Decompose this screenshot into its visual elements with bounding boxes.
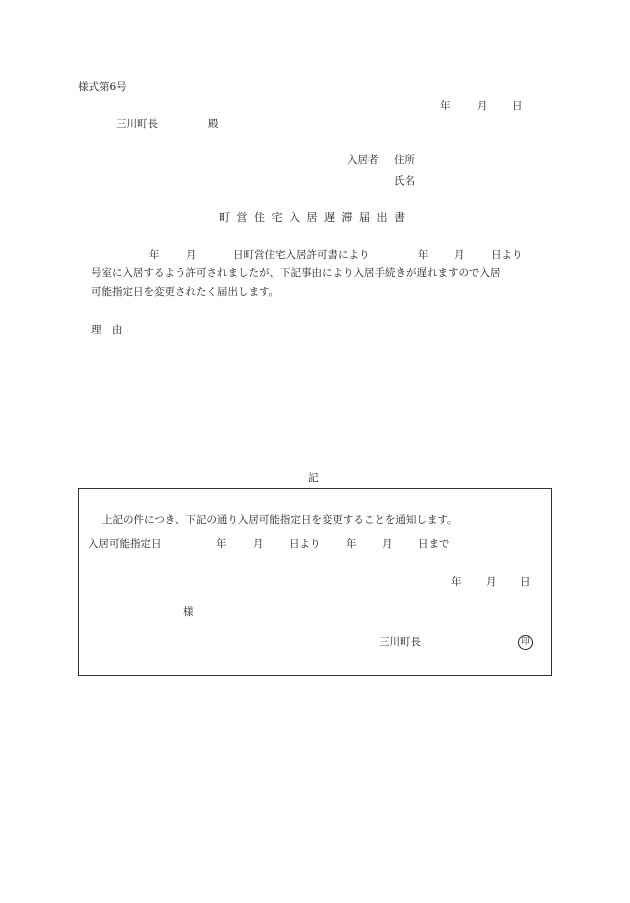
address-label: 住所 <box>394 154 415 166</box>
period-label: 入居可能指定日 <box>88 538 162 550</box>
notice-date-day: 日 <box>520 576 531 588</box>
body-line1-from: 日より <box>491 249 523 261</box>
ki-label: 記 <box>308 472 319 484</box>
period-from-month: 月 <box>253 538 264 550</box>
period-to-day: 日まで <box>418 538 450 550</box>
seal-icon: 印 <box>518 635 533 650</box>
notice-date-year: 年 <box>451 576 462 588</box>
body-line1-permit-text: 日町営住宅入居許可書により <box>233 249 370 261</box>
date-year-label: 年 <box>440 100 451 112</box>
body-line1-year: 年 <box>149 249 160 261</box>
body-line1-month: 月 <box>186 249 197 261</box>
date-day-label: 日 <box>512 100 523 112</box>
addressee-name: 三川町長 <box>116 118 158 130</box>
name-label: 氏名 <box>394 175 415 187</box>
form-number: 様式第6号 <box>78 81 127 93</box>
notice-sentence: 上記の件につき、下記の通り入居可能指定日を変更することを通知します。 <box>102 514 458 526</box>
applicant-label: 入居者 <box>347 154 379 166</box>
body-line2: 号室に入居するよう許可されましたが、下記事由により入居手続きが遅れますので入居 <box>91 267 501 279</box>
period-to-year: 年 <box>346 538 357 550</box>
body-line1-month2: 月 <box>454 249 465 261</box>
period-to-month: 月 <box>382 538 393 550</box>
date-month-label: 月 <box>477 100 488 112</box>
document-title: 町営住宅入居遅滞届出書 <box>219 211 412 224</box>
period-from-day: 日より <box>289 538 321 550</box>
notice-date-month: 月 <box>486 576 497 588</box>
body-line1-year2: 年 <box>418 249 429 261</box>
period-from-year: 年 <box>216 538 227 550</box>
body-line3: 可能指定日を変更されたく届出します。 <box>91 286 280 298</box>
reason-label: 理 由 <box>91 324 123 336</box>
recipient-suffix: 様 <box>183 606 194 618</box>
addressee-honorific: 殿 <box>208 118 219 130</box>
issuer-name: 三川町長 <box>379 636 421 648</box>
